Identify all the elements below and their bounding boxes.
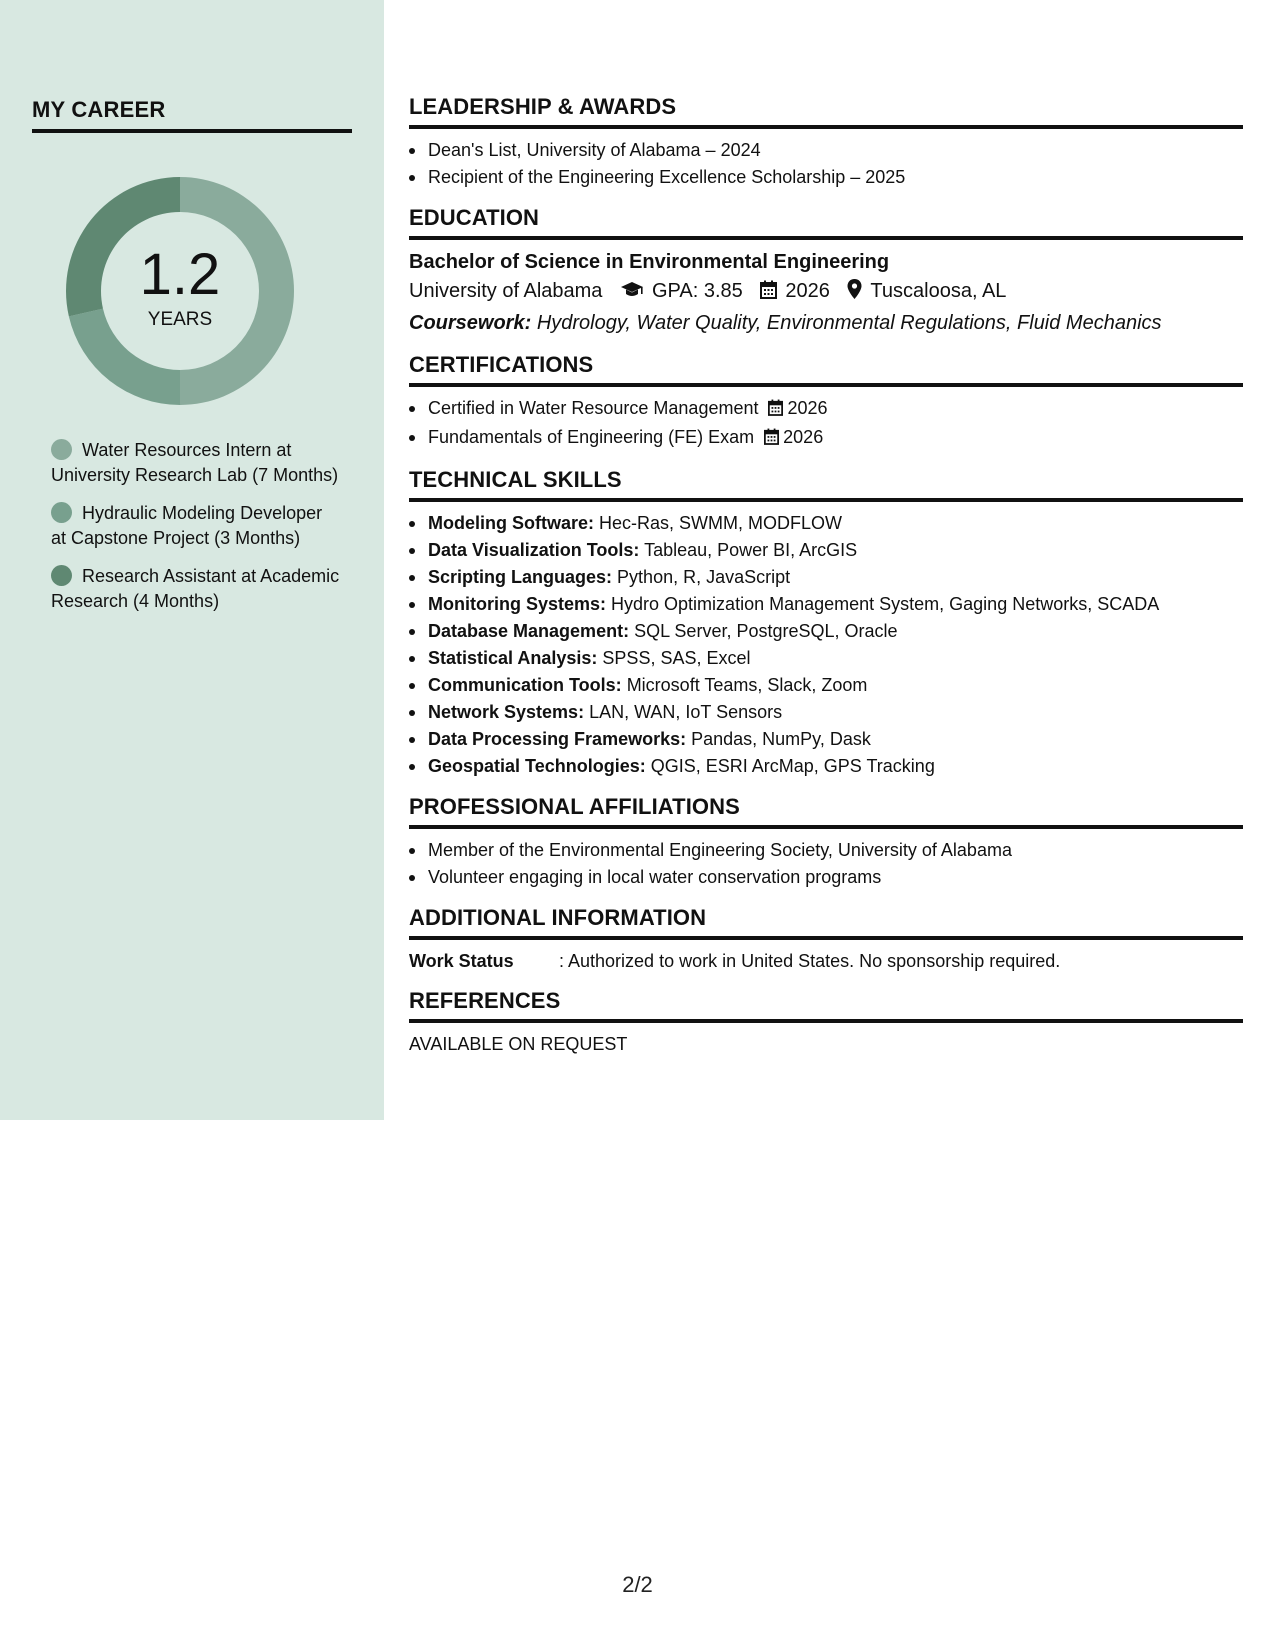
- coursework-text: Hydrology, Water Quality, Environmental Regulations, Fluid Mechanics: [536, 312, 1162, 334]
- career-donut-chart: [66, 177, 294, 405]
- skill-value: Hydro Optimization Management System, Gaging Networks, SCADA: [611, 594, 1160, 614]
- skill-label: Data Visualization Tools:: [428, 540, 640, 560]
- skill-label: Monitoring Systems:: [428, 594, 607, 614]
- gpa-text: GPA: 3.85: [651, 280, 743, 302]
- career-item-text: Hydraulic Modeling Developer at Capstone Project (3 Months): [51, 503, 323, 548]
- skill-label: Statistical Analysis:: [428, 648, 598, 668]
- graduation-year: 2026: [785, 280, 830, 302]
- affiliation-item: Member of the Environmental Engineering Society, University of Alabama: [428, 837, 1243, 864]
- main-content: [409, 94, 1243, 1071]
- certification-year: 2026: [787, 398, 828, 418]
- skill-item: [428, 699, 1243, 726]
- skill-label: Data Processing Frameworks:: [428, 729, 687, 749]
- affiliations-section: [409, 794, 1243, 891]
- skill-label: Communication Tools:: [428, 675, 622, 695]
- degree-title: Bachelor of Science in Environmental Engineering: [409, 251, 890, 273]
- calendar-icon: [764, 426, 779, 453]
- skill-value: LAN, WAN, IoT Sensors: [589, 702, 783, 722]
- skill-item: [428, 753, 1243, 780]
- school-location: Tuscaloosa, AL: [870, 280, 1007, 302]
- career-heading: MY CAREER: [32, 97, 352, 133]
- certification-name: Certified in Water Resource Management: [428, 398, 759, 418]
- leadership-item: Dean's List, University of Alabama – 2024: [428, 137, 1243, 164]
- leadership-list: [409, 137, 1243, 191]
- certification-item: [428, 424, 1243, 453]
- leadership-heading: LEADERSHIP & AWARDS: [409, 94, 1243, 129]
- page-number: 2/2: [622, 1572, 653, 1597]
- additional-heading: ADDITIONAL INFORMATION: [409, 905, 1243, 940]
- references-heading: REFERENCES: [409, 988, 1243, 1023]
- sidebar: [0, 0, 384, 1120]
- certification-year: 2026: [783, 427, 824, 447]
- career-item: [51, 501, 341, 550]
- graduation-cap-icon: [620, 278, 644, 308]
- certification-date: [768, 395, 827, 424]
- leadership-item: Recipient of the Engineering Excellence Scholarship – 2025: [428, 164, 1243, 191]
- school-name: University of Alabama: [409, 280, 603, 302]
- affiliation-item: Volunteer engaging in local water conservation programs: [428, 864, 1243, 891]
- career-dot-icon: [51, 439, 72, 460]
- references-text: AVAILABLE ON REQUEST: [409, 1034, 628, 1054]
- skill-value: Microsoft Teams, Slack, Zoom: [626, 675, 868, 695]
- education-details: [409, 276, 1243, 308]
- career-dot-icon: [51, 565, 72, 586]
- skill-item: [428, 618, 1243, 645]
- work-status-label: Work Status: [409, 951, 514, 971]
- skill-value: Python, R, JavaScript: [617, 567, 791, 587]
- leadership-section: [409, 94, 1243, 191]
- work-status-row: [409, 948, 1243, 974]
- education-section: [409, 205, 1243, 338]
- skills-list: [409, 510, 1243, 780]
- skill-item: [428, 672, 1243, 699]
- skill-value: Tableau, Power BI, ArcGIS: [644, 540, 858, 560]
- skill-value: QGIS, ESRI ArcMap, GPS Tracking: [650, 756, 935, 776]
- references-section: [409, 988, 1243, 1057]
- additional-section: [409, 905, 1243, 974]
- skill-label: Geospatial Technologies:: [428, 756, 646, 776]
- career-item-text: Water Resources Intern at University Research Lab (7 Months): [51, 440, 339, 485]
- career-item-text: Research Assistant at Academic Research (4 Months): [51, 566, 340, 611]
- skill-value: Hec-Ras, SWMM, MODFLOW: [599, 513, 843, 533]
- education-heading: EDUCATION: [409, 205, 1243, 240]
- affiliations-list: [409, 837, 1243, 891]
- skill-item: [428, 591, 1243, 618]
- skills-section: [409, 467, 1243, 780]
- skill-item: [428, 564, 1243, 591]
- location-pin-icon: [847, 278, 862, 308]
- skills-heading: TECHNICAL SKILLS: [409, 467, 1243, 502]
- career-item: [51, 564, 341, 613]
- work-status-value: : Authorized to work in United States. No sponsorship required.: [559, 951, 1061, 971]
- skill-item: [428, 645, 1243, 672]
- calendar-icon: [760, 278, 777, 308]
- skill-item: [428, 537, 1243, 564]
- career-list: [51, 438, 341, 627]
- skill-label: Database Management:: [428, 621, 630, 641]
- skill-value: SQL Server, PostgreSQL, Oracle: [634, 621, 898, 641]
- affiliations-heading: PROFESSIONAL AFFILIATIONS: [409, 794, 1243, 829]
- certifications-section: [409, 352, 1243, 453]
- certification-date: [764, 424, 823, 453]
- career-item: [51, 438, 341, 487]
- coursework-line: [409, 308, 1243, 338]
- certification-name: Fundamentals of Engineering (FE) Exam: [428, 427, 755, 447]
- career-years-value: 1.2: [139, 242, 221, 307]
- coursework-label: Coursework:: [409, 312, 532, 334]
- skill-label: Scripting Languages:: [428, 567, 613, 587]
- skill-label: Network Systems:: [428, 702, 585, 722]
- career-dot-icon: [51, 502, 72, 523]
- certification-item: [428, 395, 1243, 424]
- skill-value: SPSS, SAS, Excel: [602, 648, 751, 668]
- skill-label: Modeling Software:: [428, 513, 594, 533]
- career-years-unit: YEARS: [147, 309, 213, 330]
- skill-value: Pandas, NumPy, Dask: [691, 729, 871, 749]
- calendar-icon: [768, 397, 783, 424]
- certifications-heading: CERTIFICATIONS: [409, 352, 1243, 387]
- skill-item: [428, 510, 1243, 537]
- skill-item: [428, 726, 1243, 753]
- certifications-list: [409, 395, 1243, 453]
